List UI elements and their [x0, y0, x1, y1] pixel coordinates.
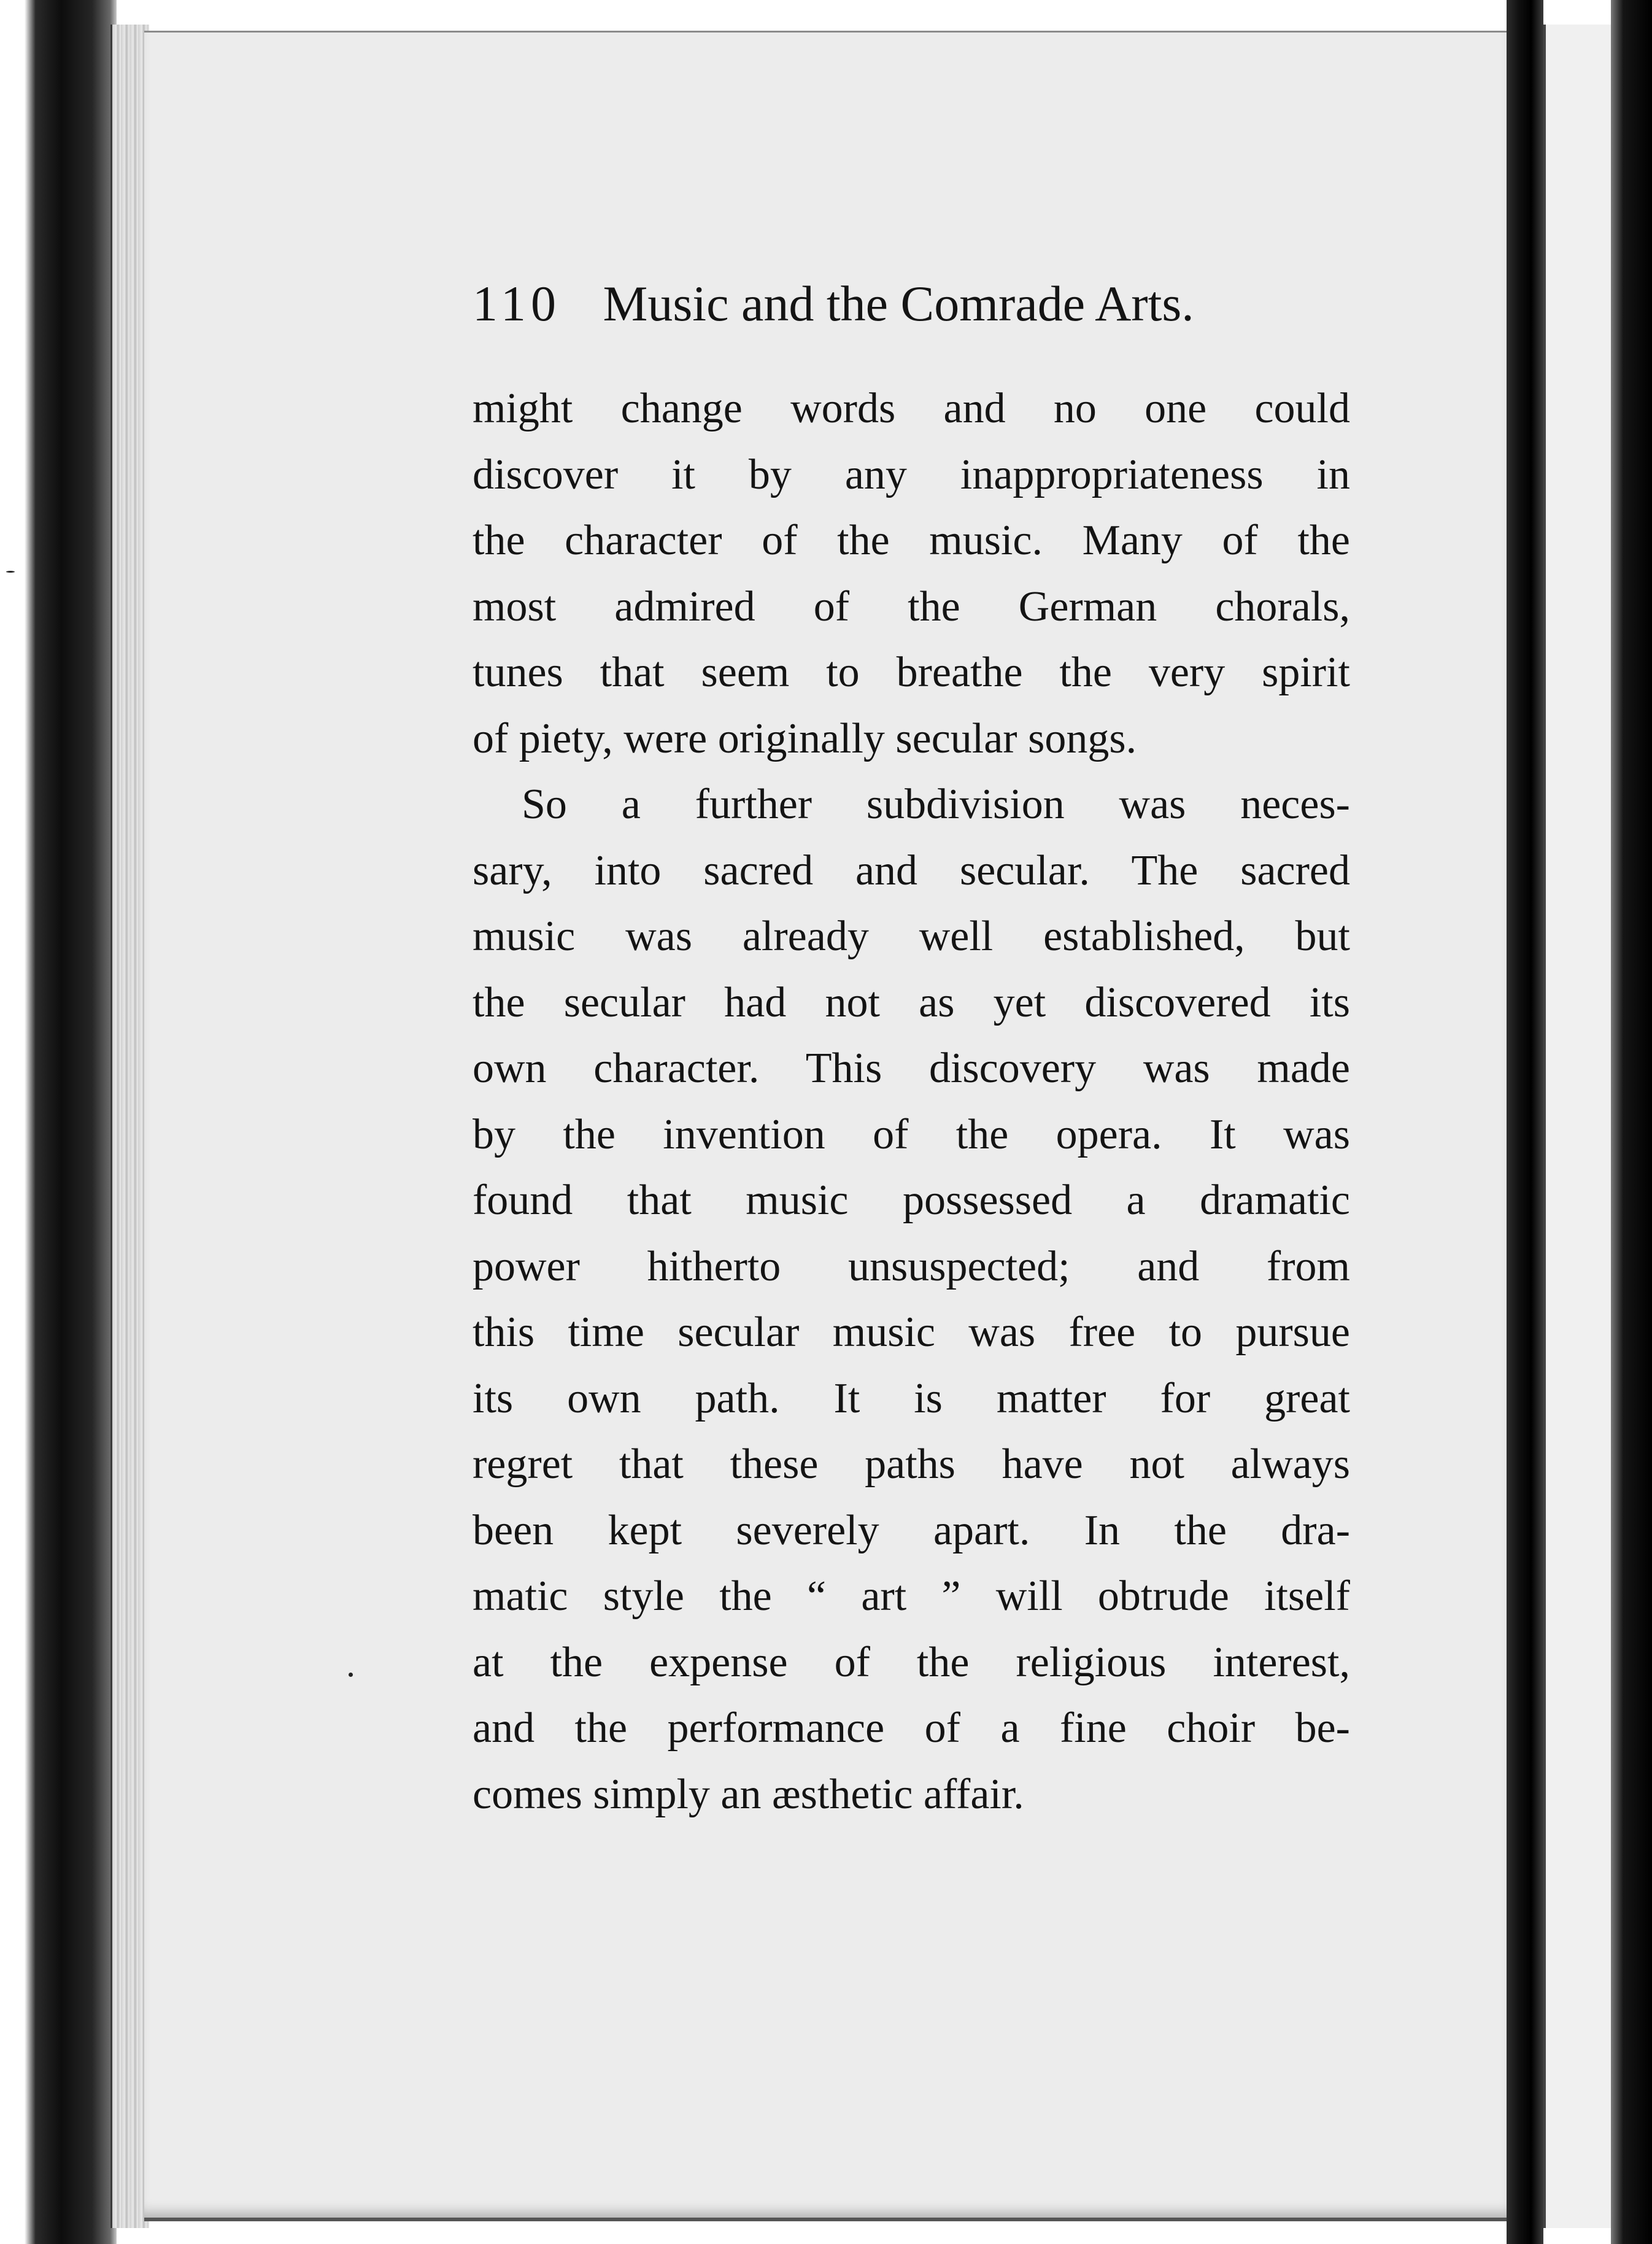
text-line: been kept severely apart. In the dra-: [473, 1506, 1350, 1554]
text-line: regret that these paths have not always: [473, 1441, 1350, 1488]
facing-page-edge: [1543, 25, 1613, 2228]
text-line: So a further subdivision was neces-: [522, 781, 1350, 828]
book-gutter: [1507, 0, 1543, 2244]
running-header: [473, 270, 1362, 338]
text-line: might change words and no one could: [473, 385, 1350, 432]
running-title: Music and the Comrade Arts.: [603, 276, 1194, 331]
text-line: its own path. It is matter for great: [473, 1374, 1350, 1422]
text-line: this time secular music was free to pursue: [473, 1309, 1350, 1356]
text-line: music was already well established, but: [473, 913, 1350, 960]
text-line: and the performance of a fine choir be-: [473, 1704, 1350, 1752]
text-line: tunes that seem to breathe the very spirit: [473, 649, 1350, 696]
text-line: comes simply an æsthetic affair.: [473, 1770, 1024, 1818]
left-binding-shadow: [25, 0, 117, 2244]
text-line: most admired of the German chorals,: [473, 582, 1350, 630]
body-text: [473, 376, 1350, 1827]
text-line: discover it by any inappropriateness in: [473, 451, 1350, 498]
text-line: by the invention of the opera. It was: [473, 1110, 1350, 1158]
text-line: sary, into sacred and secular. The sacred: [473, 846, 1350, 894]
page-number: 110: [473, 276, 561, 331]
text-line: of piety, were originally secular songs.: [473, 714, 1137, 762]
text-line: found that music possessed a dramatic: [473, 1177, 1350, 1224]
left-page-edges: [110, 25, 149, 2228]
scan-speck: [349, 1673, 353, 1677]
text-line: matic style the “ art ” will obtrude itself: [473, 1573, 1350, 1620]
text-line: power hitherto unsuspected; and from: [473, 1242, 1350, 1290]
text-line: the character of the music. Many of the: [473, 517, 1350, 564]
paragraph-2: [473, 772, 1350, 1827]
text-line: the secular had not as yet discovered its: [473, 978, 1350, 1026]
text-line: own character. This discovery was made: [473, 1045, 1350, 1092]
paragraph-1: [473, 376, 1350, 772]
text-line: at the expense of the religious interest,: [473, 1638, 1350, 1686]
scan-speck: [6, 571, 15, 573]
right-binding-shadow: [1611, 0, 1652, 2244]
